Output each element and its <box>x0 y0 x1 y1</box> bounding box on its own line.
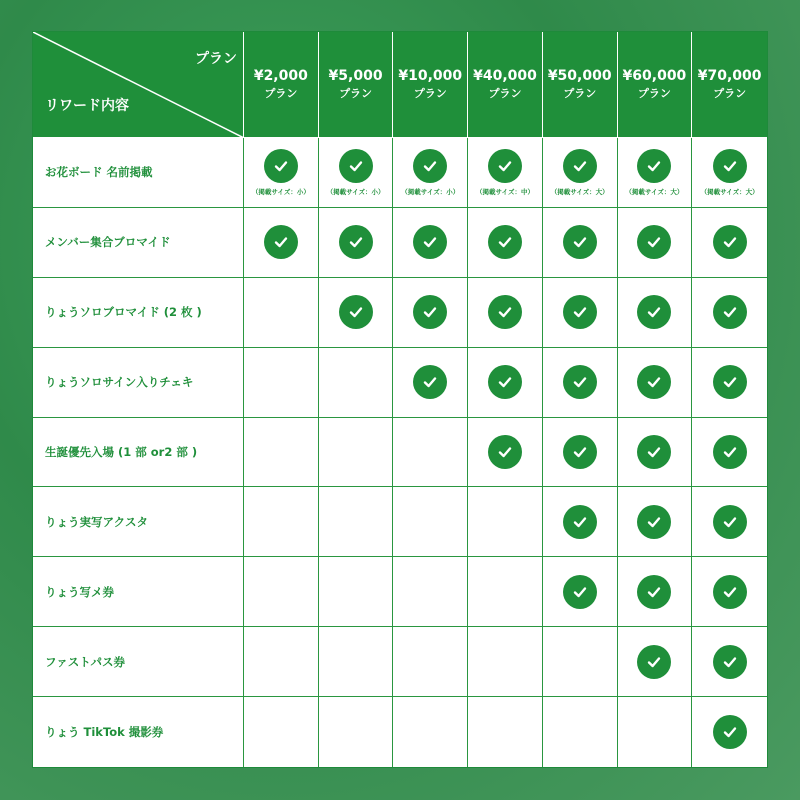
table-cell <box>692 138 767 208</box>
table-cell <box>393 697 468 767</box>
table-cell <box>244 138 319 208</box>
table-cell <box>244 557 319 627</box>
table-cell <box>618 697 693 767</box>
check-circle-icon <box>563 149 597 183</box>
check-circle-icon <box>563 505 597 539</box>
table-cell <box>468 418 543 488</box>
table-cell <box>319 208 394 278</box>
plan-price: ¥10,000 <box>398 67 463 84</box>
reward-plan-table <box>33 32 767 767</box>
table-cell <box>543 557 618 627</box>
size-note: （掲載サイズ：小） <box>251 187 310 196</box>
table-cell <box>393 557 468 627</box>
reward-label: ファストパス券 <box>33 627 244 697</box>
table-cell <box>618 278 693 348</box>
table-cell <box>468 348 543 418</box>
table-cell <box>543 418 618 488</box>
check-circle-icon <box>637 645 671 679</box>
table-corner-header <box>33 32 244 138</box>
check-circle-icon <box>563 365 597 399</box>
table-cell <box>618 557 693 627</box>
table-cell <box>692 418 767 488</box>
table-cell <box>692 557 767 627</box>
check-circle-icon <box>713 575 747 609</box>
check-circle-icon <box>563 225 597 259</box>
reward-label: メンバー集合ブロマイド <box>33 208 244 278</box>
table-cell <box>319 138 394 208</box>
table-cell <box>543 278 618 348</box>
plan-header <box>319 32 394 138</box>
check-circle-icon <box>413 365 447 399</box>
table-cell <box>244 627 319 697</box>
table-cell <box>468 138 543 208</box>
check-circle-icon <box>413 225 447 259</box>
table-cell <box>468 557 543 627</box>
size-note: （掲載サイズ：中） <box>476 187 534 196</box>
size-note: （掲載サイズ：大） <box>550 187 609 196</box>
table-cell <box>692 348 767 418</box>
plan-price: ¥2,000 <box>253 67 308 84</box>
plan-price: ¥50,000 <box>547 67 612 84</box>
plan-word: プラン <box>264 86 298 100</box>
table-cell <box>692 278 767 348</box>
check-circle-icon <box>563 295 597 329</box>
table-cell <box>319 697 394 767</box>
check-circle-icon <box>264 225 298 259</box>
plan-price: ¥60,000 <box>622 67 687 84</box>
check-circle-icon <box>637 225 671 259</box>
check-circle-icon <box>713 365 747 399</box>
check-circle-icon <box>413 149 447 183</box>
plan-header <box>618 32 693 138</box>
table-cell <box>244 418 319 488</box>
check-circle-icon <box>713 295 747 329</box>
check-circle-icon <box>637 365 671 399</box>
table-cell <box>319 278 394 348</box>
reward-label: お花ボード 名前掲載 <box>33 138 244 208</box>
check-circle-icon <box>713 645 747 679</box>
size-note: （掲載サイズ：大） <box>700 187 759 196</box>
table-cell <box>618 208 693 278</box>
plan-price: ¥70,000 <box>697 67 762 84</box>
check-circle-icon <box>339 149 373 183</box>
plan-price: ¥40,000 <box>473 67 537 84</box>
reward-label: りょうソロサイン入りチェキ <box>33 348 244 418</box>
table-cell <box>319 627 394 697</box>
table-cell <box>319 418 394 488</box>
reward-label: りょう実写アクスタ <box>33 487 244 557</box>
check-circle-icon <box>713 225 747 259</box>
plan-axis-label: プラン <box>195 51 237 67</box>
check-circle-icon <box>563 435 597 469</box>
plan-word: プラン <box>413 86 447 100</box>
check-circle-icon <box>713 149 747 183</box>
check-circle-icon <box>339 295 373 329</box>
check-circle-icon <box>637 505 671 539</box>
check-circle-icon <box>713 435 747 469</box>
check-circle-icon <box>488 295 522 329</box>
table-cell <box>618 418 693 488</box>
table-cell <box>543 487 618 557</box>
reward-label: 生誕優先入場 (1 部 or2 部 ) <box>33 418 244 488</box>
table-cell <box>543 627 618 697</box>
table-cell <box>393 418 468 488</box>
reward-axis-label: リワード内容 <box>45 98 129 114</box>
table-cell <box>468 697 543 767</box>
table-cell <box>468 627 543 697</box>
table-cell <box>319 348 394 418</box>
table-cell <box>543 697 618 767</box>
reward-label: りょうソロブロマイド (2 枚 ) <box>33 278 244 348</box>
table-cell <box>468 487 543 557</box>
size-note: （掲載サイズ：小） <box>401 187 460 196</box>
table-cell <box>692 208 767 278</box>
check-circle-icon <box>488 435 522 469</box>
check-circle-icon <box>488 149 522 183</box>
table-cell <box>618 627 693 697</box>
check-circle-icon <box>413 295 447 329</box>
table-cell <box>319 487 394 557</box>
reward-label: りょう TikTok 撮影券 <box>33 697 244 767</box>
table-cell <box>543 208 618 278</box>
check-circle-icon <box>713 715 747 749</box>
check-circle-icon <box>339 225 373 259</box>
table-cell <box>393 278 468 348</box>
table-cell <box>692 487 767 557</box>
check-circle-icon <box>488 365 522 399</box>
check-circle-icon <box>637 575 671 609</box>
table-cell <box>244 278 319 348</box>
table-cell <box>692 627 767 697</box>
plan-header <box>393 32 468 138</box>
plan-header <box>468 32 543 138</box>
size-note: （掲載サイズ：大） <box>625 187 684 196</box>
check-circle-icon <box>637 295 671 329</box>
table-cell <box>244 697 319 767</box>
table-cell <box>393 138 468 208</box>
plan-price: ¥5,000 <box>328 67 383 84</box>
table-cell <box>692 697 767 767</box>
table-cell <box>618 348 693 418</box>
check-circle-icon <box>563 575 597 609</box>
plan-word: プラン <box>339 86 373 100</box>
plan-header <box>692 32 767 138</box>
table-cell <box>393 348 468 418</box>
plan-word: プラン <box>488 86 522 100</box>
table-cell <box>244 487 319 557</box>
plan-header <box>244 32 319 138</box>
check-circle-icon <box>488 225 522 259</box>
table-cell <box>393 627 468 697</box>
table-cell <box>393 487 468 557</box>
plan-word: プラン <box>637 86 671 100</box>
reward-label: りょう写メ券 <box>33 557 244 627</box>
table-cell <box>319 557 394 627</box>
plan-word: プラン <box>713 86 747 100</box>
table-cell <box>244 348 319 418</box>
table-cell <box>543 348 618 418</box>
plan-word: プラン <box>563 86 597 100</box>
table-cell <box>393 208 468 278</box>
table-cell <box>618 487 693 557</box>
plan-header <box>543 32 618 138</box>
table-cell <box>468 278 543 348</box>
check-circle-icon <box>713 505 747 539</box>
size-note: （掲載サイズ：小） <box>326 187 385 196</box>
check-circle-icon <box>637 149 671 183</box>
check-circle-icon <box>264 149 298 183</box>
table-cell <box>244 208 319 278</box>
table-cell <box>468 208 543 278</box>
check-circle-icon <box>637 435 671 469</box>
table-cell <box>543 138 618 208</box>
table-cell <box>618 138 693 208</box>
